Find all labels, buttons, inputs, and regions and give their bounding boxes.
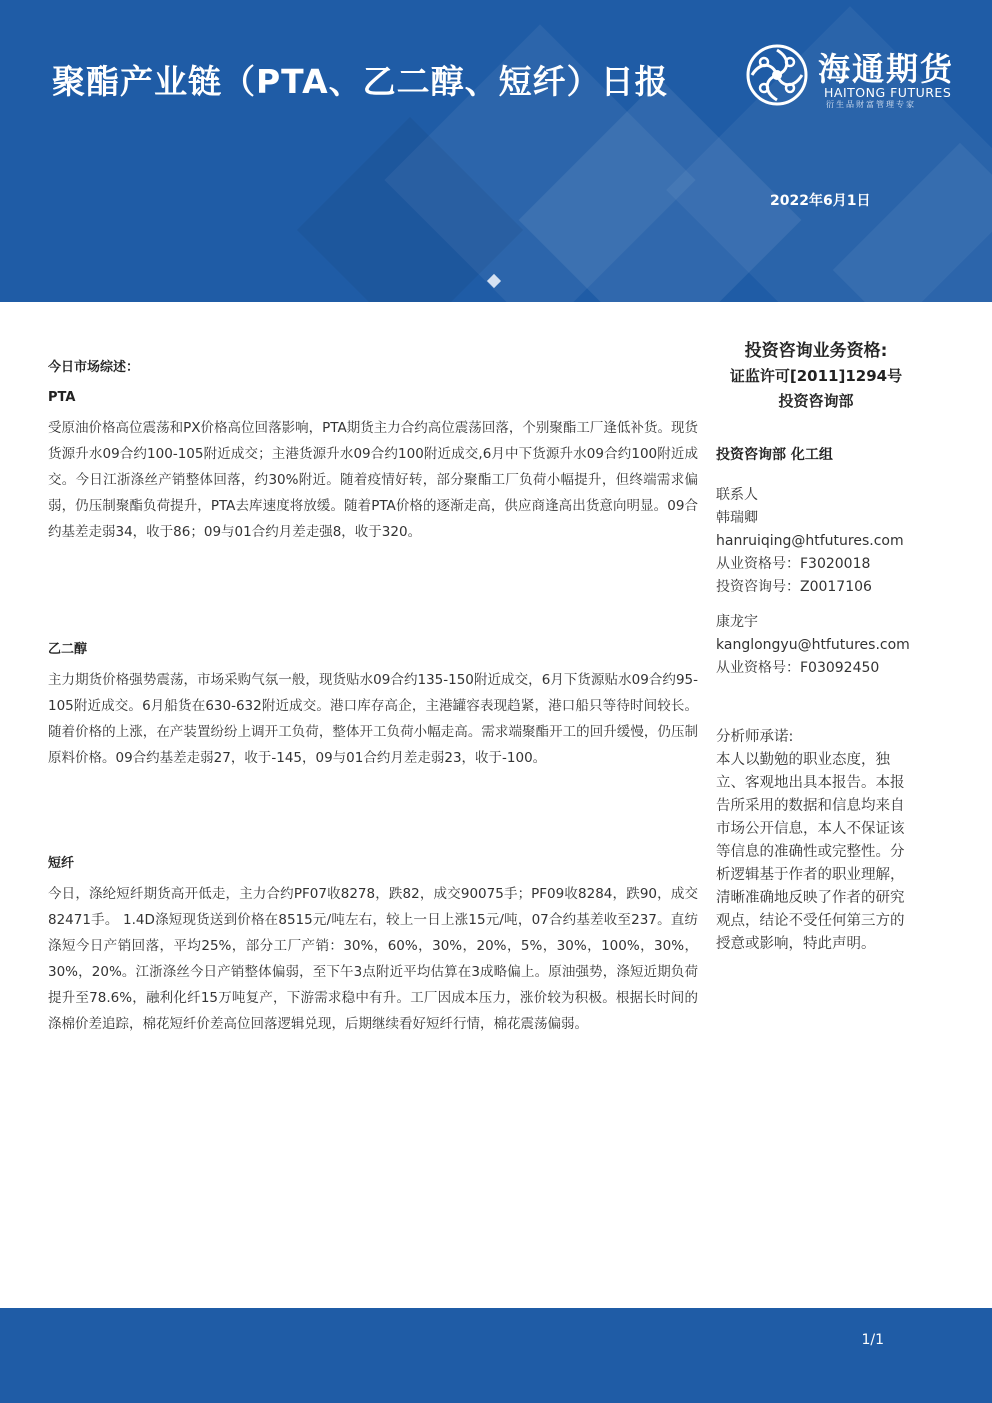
section-psf xyxy=(48,852,698,1037)
commitment-text: 本人以勤勉的职业态度，独立、客观地出具本报告。本报告所采用的数据和信息均来自市场公开信息，本人不保证该等信息的准确性或完整性。分析逻辑基于作者的职业理解，清晰准确地反映了作者的研究观点，结论不受任何第三方的授意或影响，特此声明。 xyxy=(716,752,905,952)
section-title: 短纤 xyxy=(48,856,75,871)
section-paragraph: 受原油价格高位震荡和PX价格高位回落影响，PTA期货主力合约高位震荡回落，个别聚酯工厂逢低补货。现货货源升水09合约100-105附近成交；主港货源升水09合约100附近成交,6月中下货源升水09合约100附近成交。今日江浙涤丝产销整体回落，约30%附近。随着疫情好转，部分聚酯工厂负荷小幅提升，但终端需求偏弱，仍压制聚酯负荷提升，PTA去库速度将放缓。随着PTA价格的逐渐走高，供应商逢高出货意向明显。09合约基差走弱34，收于86；09与01合约月差走强8，收于320。 xyxy=(48,420,698,540)
license-number: 证监许可[2011]1294号 xyxy=(729,367,903,385)
contact-name: 康龙宇 xyxy=(716,614,758,630)
team-name: 投资咨询部 化工组 xyxy=(716,447,833,463)
department-name: 投资咨询部 xyxy=(778,392,854,410)
contact-email[interactable]: kanglongyu@htfutures.com xyxy=(716,637,910,653)
qualification-title: 投资咨询业务资格: xyxy=(744,341,888,361)
analyst-commitment xyxy=(716,726,916,956)
page-title: 聚酯产业链（PTA、乙二醇、短纤）日报 xyxy=(52,62,669,101)
main-content xyxy=(48,356,698,1032)
contact-block-1 xyxy=(716,484,904,599)
page-number: 1/1 xyxy=(861,1332,884,1348)
contact-block-2 xyxy=(716,611,910,680)
contact-name: 韩瑞卿 xyxy=(716,510,758,526)
section-title: PTA xyxy=(48,390,76,405)
section-paragraph: 今日，涤纶短纤期货高开低走，主力合约PF07收8278，跌82，成交90075手；PF09收8284，跌90，成交82471手。 1.4D涤短现货送到价格在8515元/吨左右，较上一日上涨15元/吨，07合约基差收至237。直纺涤短今日产销回落，平均25%，部分工厂产销：30%，60%，30%，20%，5%，30%，100%，30%，30%，20%。江浙涤丝今日产销整体偏弱，至下午3点附近平均估算在3成略偏上。原油强势，涤短近期负荷提升至78.6%，融利化纤15万吨复产，下游需求稳中有升。工厂因成本压力，涨价较为积极。根据长时间的涤棉价差追踪，棉花短纤价差高位回落逻辑兑现，后期继续看好短纤行情，棉花震荡偏弱。 xyxy=(48,886,698,1032)
logo-english-name: HAITONG FUTURES xyxy=(824,85,952,100)
report-date: 2022年6月1日 xyxy=(770,193,871,209)
header-banner xyxy=(0,0,992,302)
contact-email[interactable]: hanruiqing@htfutures.com xyxy=(716,533,904,549)
logo-mark-icon xyxy=(746,44,808,106)
logo-slogan: 衍生品财富管理专家 xyxy=(826,100,916,109)
section-title: 乙二醇 xyxy=(48,642,88,657)
section-paragraph: 主力期货价格强势震荡，市场采购气氛一般，现货贴水09合约135-150附近成交，6月下货源贴水09合约95-105附近成交。6月船货在630-632附近成交。港口库存高企，主港罐容表现趋紧，港口船只等待时间较长。随着价格的上涨，在产装置纷纷上调开工负荷，整体开工负荷小幅走高。需求端聚酯开工的回升缓慢，仍压制原料价格。09合约基差走弱27，收于-145，09与01合约月差走弱23，收于-100。 xyxy=(48,672,698,766)
contact-cert: 从业资格号：F3020018 xyxy=(716,556,871,572)
contact-consult: 投资咨询号：Z0017106 xyxy=(716,579,872,595)
company-logo xyxy=(746,40,966,112)
section-pta xyxy=(48,390,698,545)
commitment-title: 分析师承诺: xyxy=(716,729,794,745)
logo-chinese-name: 海通期货 xyxy=(818,50,955,88)
contact-label: 联系人 xyxy=(716,487,758,503)
contact-cert: 从业资格号：F03092450 xyxy=(716,660,880,676)
overview-heading: 今日市场综述： xyxy=(48,360,140,375)
footer-bar xyxy=(0,1308,992,1403)
sidebar xyxy=(716,336,956,952)
section-meg xyxy=(48,638,698,771)
